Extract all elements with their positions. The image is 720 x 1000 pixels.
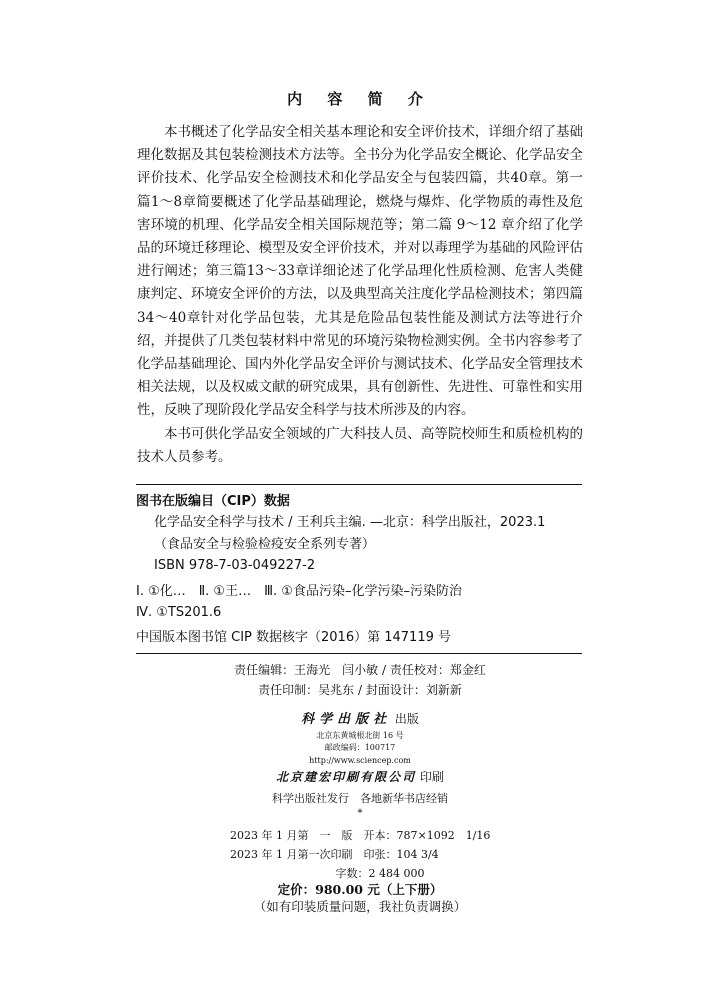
cip-isbn-line: ISBN 978-7-03-049227-2 [154, 558, 316, 574]
publisher-suffix: 出版 [394, 712, 419, 726]
publisher-postcode: 邮政编码：100717 [324, 743, 396, 752]
credits-editors: 责任编辑：王海光 闫小敏 / 责任校对：郑金红 [234, 663, 486, 677]
cip-record-line: 中国版本图书馆 CIP 数据核字（2016）第 147119 号 [136, 630, 451, 646]
printing-line: 2023 年 1 月第一次印刷 印张：104 3/4 [230, 848, 439, 861]
quality-note: （如有印装质量问题，我社负责调换） [253, 899, 467, 914]
abstract [137, 121, 583, 469]
credits-production: 责任印制：吴兆东 / 封面设计：刘新新 [258, 683, 462, 697]
publisher-website: http://www.sciencep.com [309, 756, 411, 765]
edition-line: 2023 年 1 月第 一 版 开本：787×1092 1/16 [230, 829, 491, 842]
page-title: 内 容 简 介 [287, 90, 433, 108]
publisher-address: 北京东黄城根北街 16 号 [316, 731, 404, 740]
publisher-name: 科学出版社 [301, 712, 392, 727]
cip-classification-line: Ⅰ. ①化… Ⅱ. ①王… Ⅲ. ①食品污染–化学污染–污染防治 [136, 583, 462, 599]
cip-title-line: 化学品安全科学与技术 / 王利兵主编. —北京：科学出版社，2023.1 [154, 515, 546, 531]
credits [0, 660, 720, 700]
cip-classification-line-2: Ⅳ. ①TS201.6 [136, 605, 222, 621]
distribution-line: 科学出版社发行 各地新华书店经销 [272, 792, 448, 805]
word-count: 字数：2 484 000 [335, 867, 425, 880]
abstract-paragraph-1: 本书概述了化学品安全相关基本理论和安全评价技术，详细介绍了基础理化数据及其包装检测技术方法等。全书分为化学品安全概论、化学品安全评价技术、化学品安全检测技术和化学品安全与包装四篇，共40章。第一篇1～8章简要概述了化学品基础理论，燃烧与爆炸、化学物质的毒性及危害环境的机理、化学品安全相关国际规范等；第二篇 9～12 章介绍了化学品的环境迁移理论、模型及安全评价技术，并对以毒理学为基础的风险评估进行阐述；第三篇13～33章详细论述了化学品理化性质检测、危害人类健康判定、环境安全评价的方法，以及典型高关注度化学品检测技术；第四篇34～40章针对化学品包装，尤其是危险品包装性能及测试方法等进行介绍，并提供了几类包装材料中常见的环境污染物检测实例。全书内容参考了化学品基础理论、国内外化学品安全评价与测试技术、化学品安全管理技术相关法规，以及权威文献的研究成果，具有创新性、先进性、可靠性和实用性，反映了现阶段化学品安全科学与技术所涉及的内容。 [137, 124, 583, 419]
printer-suffix: 印刷 [419, 770, 444, 784]
printer-line [0, 768, 720, 785]
cip-block [136, 484, 582, 654]
printer-name: 北京建宏印刷有限公司 [276, 770, 417, 784]
abstract-paragraph-2: 本书可供化学品安全领域的广大科技人员、高等院校师生和质检机构的技术人员参考。 [137, 425, 583, 465]
price: 定价：980.00 元（上下册） [277, 882, 443, 897]
edition-specs [230, 826, 530, 883]
cip-heading: 图书在版编目（CIP）数据 [136, 494, 290, 509]
separator-star: * [357, 808, 363, 819]
publisher-line [0, 708, 720, 727]
cip-series-line: （食品安全与检验检疫安全系列专著） [154, 536, 376, 552]
